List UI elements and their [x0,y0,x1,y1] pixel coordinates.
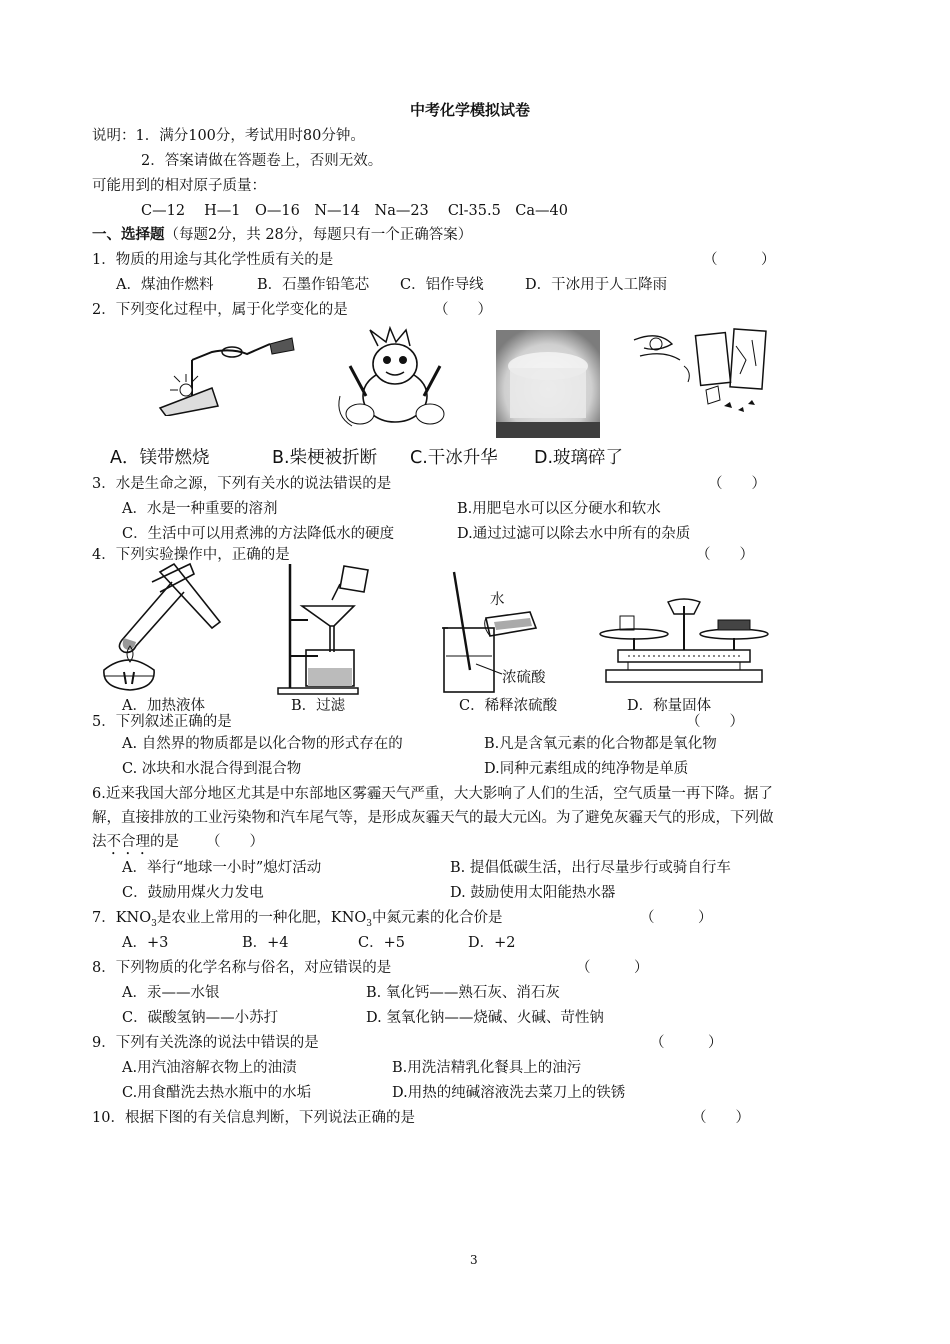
q9-option-a: A.用汽油溶解衣物上的油渍 [122,1060,297,1076]
q1-option-b: B．石墨作铅笔芯 [257,277,370,293]
q3-option-a: A．水是一种重要的溶剂 [122,501,278,517]
q3-option-d: D.通过过滤可以除去水中所有的杂质 [457,526,691,542]
q3-answer-paren: （ ） [708,476,766,492]
q1-answer-paren: （ ） [703,252,776,268]
q9-option-d: D.用热的纯碱溶液洗去菜刀上的铁锈 [392,1085,626,1101]
q2-option-b: B.柴梗被折断 [272,448,378,468]
q6-stem-line-3 [92,832,179,858]
q3-stem: 3．水是生命之源，下列有关水的说法错误的是 [92,476,392,492]
q6-option-c: C．鼓励用煤火力发电 [122,885,264,901]
q8-option-b: B. 氧化钙——熟石灰、消石灰 [366,985,560,1001]
instructions-line-1: 说明：1．满分100分，考试用时80分钟。 [92,128,365,144]
q7-stem-part-3: 中氮元素的化合价是 [372,910,503,926]
section-note: （每题2分，共 28分，每题只有一个正确答案） [164,227,473,243]
q5-option-d: D.同种元素组成的纯净物是单质 [484,761,689,777]
q7-option-b: B．+4 [242,935,289,951]
q4-option-d: D．称量固体 [627,698,712,714]
broken-glass-figure [628,326,778,426]
q2-answer-paren: （ ） [434,302,492,318]
atomic-mass-label: 可能用到的相对原子质量： [92,178,266,194]
q6-stem-suffix: 的是 [150,834,179,850]
q5-option-a: A. 自然界的物质都是以化合物的形式存在的 [122,736,403,752]
q3-option-c: C．生活中可以用煮沸的方法降低水的硬度 [122,526,395,542]
q7-option-d: D．+2 [468,935,516,951]
q9-option-c: C.用食醋洗去热水瓶中的水垢 [122,1085,312,1101]
section-title: 一、选择题 [92,226,165,243]
q1-option-d: D．干冰用于人工降雨 [525,277,668,293]
weighing-solid-figure [598,598,770,688]
q8-option-d: D. 氢氧化钠——烧碱、火碱、苛性钠 [366,1010,604,1026]
q9-option-b: B.用洗洁精乳化餐具上的油污 [392,1060,582,1076]
q6-answer-paren: （ ） [206,834,264,850]
q1-option-c: C．铝作导线 [400,277,484,293]
q6-stem-line-1: 6.近来我国大部分地区尤其是中东部地区雾霾天气严重，大大影响了人们的生活，空气质量一再下降。据了 [92,786,773,802]
q6-option-b: B. 提倡低碳生活，出行尽量步行或骑自行车 [450,860,731,876]
instructions-line-2: 2．答案请做在答题卷上，否则无效。 [141,153,383,169]
q4-option-b: B．过滤 [291,698,346,714]
q4-stem: 4．下列实验操作中，正确的是 [92,547,290,563]
q5-option-c: C. 冰块和水混合得到混合物 [122,761,302,777]
heating-liquid-figure [90,562,230,694]
q7-answer-paren: （ ） [640,910,713,926]
q6-stem-prefix: 法 [92,834,107,850]
q6-option-d: D. 鼓励使用太阳能热水器 [450,885,616,901]
q8-answer-paren: （ ） [576,960,649,976]
q5-answer-paren: （ ） [686,714,744,730]
q5-option-b: B.凡是含氧元素的化合物都是氧化物 [484,736,717,752]
acid-label: 浓硫酸 [502,670,546,686]
q10-answer-paren: （ ） [692,1110,750,1126]
q4-option-c: C．稀释浓硫酸 [459,698,558,714]
section-heading [92,225,472,245]
dry-ice-sublimation-figure [496,330,600,438]
page-number: 3 [470,1253,478,1267]
q2-option-a: A．镁带燃烧 [110,448,210,468]
q8-stem: 8．下列物质的化学名称与俗名，对应错误的是 [92,960,392,976]
q2-stem: 2．下列变化过程中，属于化学变化的是 [92,302,348,318]
q7-stem-part-2: 是农业上常用的一种化肥，KNO [156,910,367,926]
q7-option-c: C．+5 [358,935,405,951]
matchstick-breaking-figure [330,326,460,430]
q10-stem: 10．根据下图的有关信息判断，下列说法正确的是 [92,1110,415,1126]
q4-option-a: A．加热液体 [122,698,205,714]
atomic-mass-values: C—12 H—1 O—16 N—14 Na—23 Cl-35.5 Ca—40 [141,203,568,219]
q6-emphasis: 不合理 [106,834,150,850]
water-label: 水 [490,592,505,608]
q8-option-a: A．汞——水银 [122,985,220,1001]
magnesium-burning-figure [152,330,302,416]
q9-stem: 9．下列有关洗涤的说法中错误的是 [92,1035,319,1051]
q7-subscript-2: 3 [366,918,373,929]
q5-stem: 5．下列叙述正确的是 [92,714,232,730]
q7-stem [92,908,503,934]
q4-answer-paren: （ ） [696,547,754,563]
q7-subscript-1: 3 [151,918,157,929]
q8-option-c: C．碳酸氢钠——小苏打 [122,1010,279,1026]
page-title: 中考化学模拟试卷 [410,101,531,119]
q2-option-d: D.玻璃碎了 [534,448,624,468]
q6-stem-line-2: 解，直接排放的工业污染物和汽车尾气等，是形成灰霾天气的最大元凶。为了避免灰霾天气的形成，下列做 [92,810,774,826]
q9-answer-paren: （ ） [650,1035,723,1051]
q7-stem-part-1: 7．KNO [92,910,152,926]
q6-option-a: A．举行“地球一小时”熄灯活动 [122,860,322,876]
q2-option-c: C.干冰升华 [410,448,498,468]
q7-option-a: A．+3 [122,935,169,951]
q1-stem: 1．物质的用途与其化学性质有关的是 [92,252,334,268]
q1-option-a: A．煤油作燃料 [116,277,214,293]
filtration-figure [268,556,388,696]
q3-option-b: B.用肥皂水可以区分硬水和软水 [457,501,661,517]
